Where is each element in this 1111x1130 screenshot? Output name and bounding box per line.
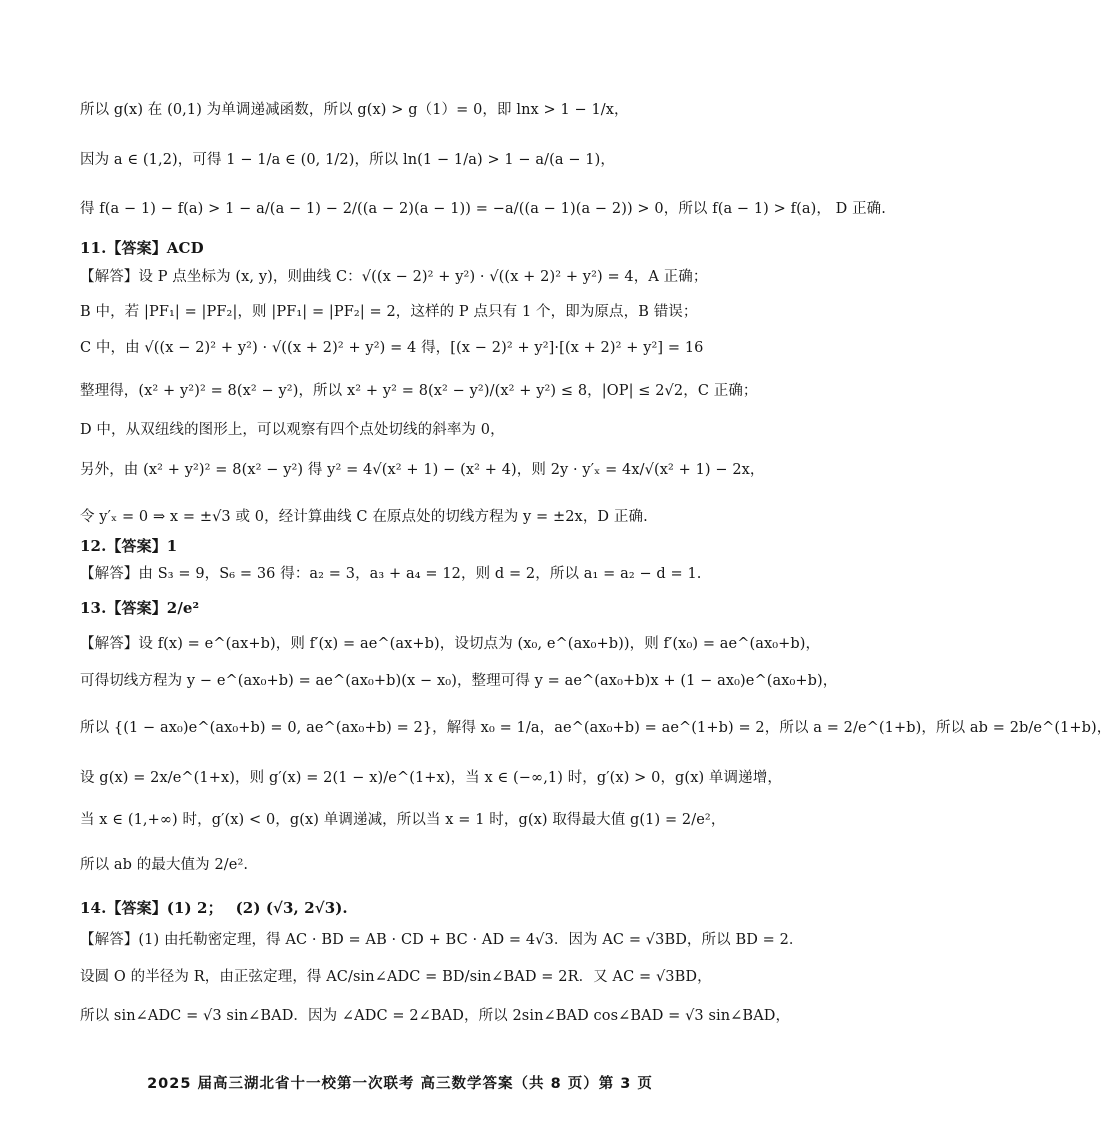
text-line: 【解答】由 S₃ = 9，S₆ = 36 得：a₂ = 3，a₃ + a₄ = 12，则 d = 2，所以 a₁ = a₂ − d = 1. <box>80 566 702 582</box>
text-line: C 中，由 √((x − 2)² + y²) · √((x + 2)² + y²) = 4 得，[(x − 2)² + y²]·[(x + 2)² + y²] = 16 <box>80 340 704 356</box>
answer-heading: 14.【答案】(1) 2； (2) (√3, 2√3). <box>80 899 348 917</box>
page-footer: 2025 届高三湖北省十一校第一次联考 高三数学答案（共 8 页）第 3 页 <box>147 1076 653 1092</box>
text-line: 设圆 O 的半径为 R，由正弦定理，得 AC/sin∠ADC = BD/sin∠BAD = 2R．又 AC = √3BD， <box>80 969 712 985</box>
text-line: 令 y′ₓ = 0 ⇒ x = ±√3 或 0，经计算曲线 C 在原点处的切线方程为 y = ±2x，D 正确. <box>80 509 648 525</box>
text-line: B 中，若 |PF₁| = |PF₂|，则 |PF₁| = |PF₂| = 2，这样的 P 点只有 1 个，即为原点，B 错误； <box>80 304 698 320</box>
text-line: 所以 sin∠ADC = √3 sin∠BAD．因为 ∠ADC = 2∠BAD，所以 2sin∠BAD cos∠BAD = √3 sin∠BAD， <box>80 1008 791 1024</box>
text-line: 所以 ab 的最大值为 2/e². <box>80 857 249 873</box>
text-line: 【解答】设 P 点坐标为 (x, y)，则曲线 C：√((x − 2)² + y²) · √((x + 2)² + y²) = 4，A 正确； <box>80 269 708 285</box>
text-line: 另外，由 (x² + y²)² = 8(x² − y²) 得 y² = 4√(x² + 1) − (x² + 4)，则 2y · y′ₓ = 4x/√(x² + 1) − 2x， <box>80 462 765 478</box>
text-line: 可得切线方程为 y − e^(ax₀+b) = ae^(ax₀+b)(x − x₀)，整理可得 y = ae^(ax₀+b)x + (1 − ax₀)e^(ax₀+b)， <box>80 673 838 689</box>
text-line: 因为 a ∈ (1,2)，可得 1 − 1/a ∈ (0, 1/2)，所以 ln(1 − 1/a) > 1 − a/(a − 1)， <box>80 152 615 168</box>
text-line: 当 x ∈ (1,+∞) 时，g′(x) < 0，g(x) 单调递减，所以当 x = 1 时，g(x) 取得最大值 g(1) = 2/e²， <box>80 812 726 828</box>
text-line: D 中，从双纽线的图形上，可以观察有四个点处切线的斜率为 0， <box>80 422 505 438</box>
text-line: 【解答】(1) 由托勒密定理，得 AC · BD = AB · CD + BC · AD = 4√3．因为 AC = √3BD，所以 BD = 2． <box>80 932 804 948</box>
text-line: 【解答】设 f(x) = e^(ax+b)，则 f′(x) = ae^(ax+b)，设切点为 (x₀, e^(ax₀+b))，则 f′(x₀) = ae^(ax₀+b)， <box>80 636 821 652</box>
text-line: 所以 {(1 − ax₀)e^(ax₀+b) = 0, ae^(ax₀+b) = 2}，解得 x₀ = 1/a，ae^(ax₀+b) = ae^(1+b) = 2，所以 a = 2/e^(1+b)，所以 ab = 2b/e^(1+b)， <box>80 720 1111 736</box>
answer-heading: 11.【答案】ACD <box>80 239 204 257</box>
answer-heading: 13.【答案】2/e² <box>80 599 200 617</box>
text-line: 整理得，(x² + y²)² = 8(x² − y²)，所以 x² + y² = 8(x² − y²)/(x² + y²) ≤ 8，|OP| ≤ 2√2，C 正确； <box>80 383 758 399</box>
text-line: 所以 g(x) 在 (0,1) 为单调递减函数，所以 g(x) > g（1）= 0，即 lnx > 1 − 1/x， <box>80 102 629 118</box>
answer-heading: 12.【答案】1 <box>80 537 178 555</box>
text-line: 设 g(x) = 2x/e^(1+x)，则 g′(x) = 2(1 − x)/e^(1+x)，当 x ∈ (−∞,1) 时，g′(x) > 0，g(x) 单调递增， <box>80 770 782 786</box>
text-line: 得 f(a − 1) − f(a) > 1 − a/(a − 1) − 2/((a − 2)(a − 1)) = −a/((a − 1)(a − 2)) > 0，所以 f(a − 1) > f(a)， D 正确. <box>80 201 886 217</box>
